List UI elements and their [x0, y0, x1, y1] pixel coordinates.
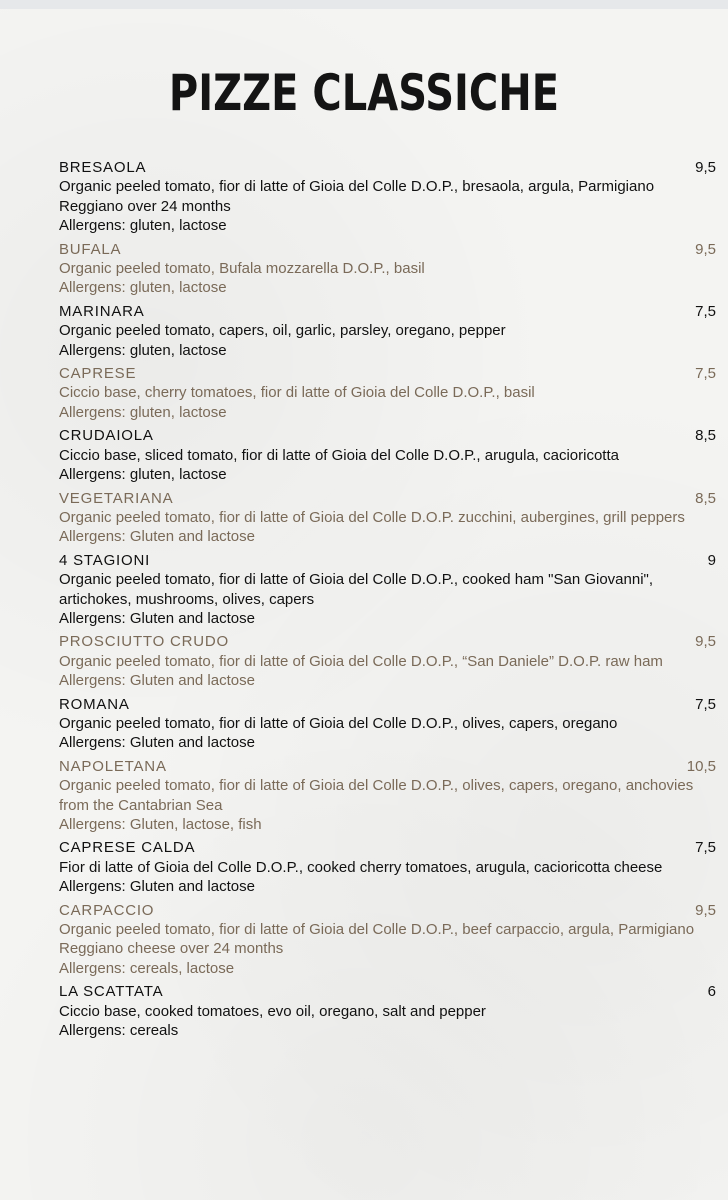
pizza-name: MARINARA: [59, 302, 145, 320]
menu-item: [59, 901, 716, 979]
pizza-name: BUFALA: [59, 240, 122, 258]
pizza-allergens: Allergens: Gluten and lactose: [59, 878, 255, 896]
pizza-name: CARPACCIO: [59, 901, 155, 919]
pizza-description: Organic peeled tomato, fior di latte of Gioia del Colle D.O.P., bresaola, argula, Parmigiano Reggiano over 24 months: [59, 178, 655, 215]
pizza-price: 9: [707, 551, 716, 569]
menu-item: [59, 426, 716, 484]
pizza-description: Fior di latte of Gioia del Colle D.O.P., cooked cherry tomatoes, arugula, cacioricotta cheese: [59, 858, 663, 876]
pizza-name: PROSCIUTTO CRUDO: [59, 633, 230, 651]
pizza-name: LA SCATTATA: [59, 983, 164, 1001]
pizza-name: CRUDAIOLA: [59, 427, 154, 445]
pizza-price: 9,5: [695, 240, 716, 258]
pizza-description: Ciccio base, cherry tomatoes, fior di latte of Gioia del Colle D.O.P., basil: [59, 384, 535, 402]
pizza-name: VEGETARIANA: [59, 489, 174, 507]
pizza-name: CAPRESE: [59, 365, 137, 383]
pizza-allergens: Allergens: Gluten and lactose: [59, 734, 255, 752]
pizza-allergens: Allergens: cereals, lactose: [59, 959, 235, 977]
pizza-price: 8,5: [695, 489, 716, 507]
pizza-allergens: Allergens: gluten, lactose: [59, 217, 227, 235]
pizza-price: 9,5: [695, 633, 716, 651]
menu-item: [59, 551, 716, 629]
pizza-name: NAPOLETANA: [59, 757, 167, 775]
pizza-price: 7,5: [695, 839, 716, 857]
pizza-name: ROMANA: [59, 695, 130, 713]
pizza-allergens: Allergens: Gluten and lactose: [59, 609, 255, 627]
pizza-description: Ciccio base, sliced tomato, fior di latte of Gioia del Colle D.O.P., arugula, cacioricotta: [59, 446, 619, 464]
pizza-description: Organic peeled tomato, fior di latte of Gioia del Colle D.O.P., cooked ham "San Giovanni", artichokes, mushrooms, olives, capers: [59, 571, 654, 608]
page-title: PIZZE CLASSICHE: [168, 64, 560, 122]
pizza-name: CAPRESE CALDA: [59, 839, 196, 857]
pizza-description: Organic peeled tomato, fior di latte of Gioia del Colle D.O.P., olives, capers, oregano, anchovies from the Cantabrian Sea: [59, 777, 694, 814]
pizza-allergens: Allergens: gluten, lactose: [59, 403, 227, 421]
menu-item: [59, 489, 716, 547]
menu-item: [59, 632, 716, 690]
pizza-price: 7,5: [695, 302, 716, 320]
pizza-allergens: Allergens: gluten, lactose: [59, 279, 227, 297]
pizza-allergens: Allergens: gluten, lactose: [59, 466, 227, 484]
pizza-description: Ciccio base, cooked tomatoes, evo oil, oregano, salt and pepper: [59, 1002, 486, 1020]
pizza-description: Organic peeled tomato, capers, oil, garlic, parsley, oregano, pepper: [59, 322, 506, 340]
pizza-allergens: Allergens: gluten, lactose: [59, 341, 227, 359]
pizza-description: Organic peeled tomato, Bufala mozzarella D.O.P., basil: [59, 260, 425, 278]
pizza-description: Organic peeled tomato, fior di latte of Gioia del Colle D.O.P., beef carpaccio, argula, Parmigiano Reggiano cheese over 24 months: [59, 921, 695, 958]
menu-item: [59, 838, 716, 896]
menu-item: [59, 695, 716, 753]
pizza-description: Organic peeled tomato, fior di latte of Gioia del Colle D.O.P. zucchini, aubergines, grill peppers: [59, 508, 685, 526]
pizza-allergens: Allergens: cereals: [59, 1022, 179, 1040]
top-edge: [0, 0, 728, 9]
menu-item: [59, 364, 716, 422]
menu-item: [59, 240, 716, 298]
pizza-price: 10,5: [686, 757, 716, 775]
pizza-price: 8,5: [695, 427, 716, 445]
pizza-allergens: Allergens: Gluten, lactose, fish: [59, 816, 262, 833]
pizza-description: Organic peeled tomato, fior di latte of Gioia del Colle D.O.P., olives, capers, oregano: [59, 714, 618, 732]
pizza-allergens: Allergens: Gluten and lactose: [59, 528, 255, 546]
pizza-price: 7,5: [695, 365, 716, 383]
menu-item: [59, 982, 716, 1040]
menu-item: [59, 302, 716, 360]
pizza-menu-list: [59, 158, 716, 1044]
menu-item: [59, 757, 716, 835]
pizza-price: 9,5: [695, 901, 716, 919]
pizza-price: 6: [707, 983, 716, 1001]
pizza-name: 4 STAGIONI: [59, 551, 151, 569]
pizza-price: 9,5: [695, 159, 716, 176]
menu-item: [59, 158, 716, 236]
pizza-description: Organic peeled tomato, fior di latte of Gioia del Colle D.O.P., “San Daniele” D.O.P. raw ham: [59, 652, 663, 670]
pizza-price: 7,5: [695, 695, 716, 713]
pizza-allergens: Allergens: Gluten and lactose: [59, 672, 255, 690]
pizza-name: BRESAOLA: [59, 159, 147, 176]
